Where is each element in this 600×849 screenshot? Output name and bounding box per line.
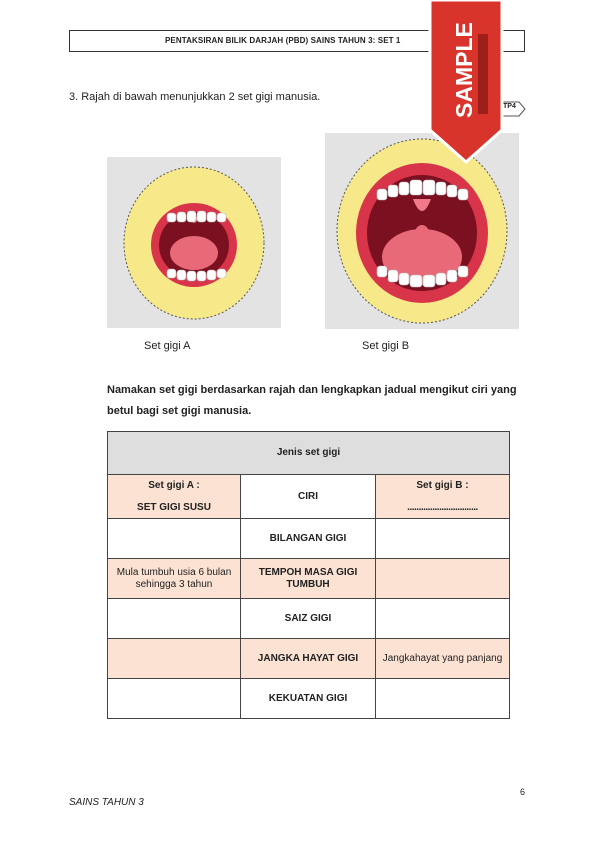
row-5-set-a[interactable]	[108, 679, 241, 719]
col-header-set-b	[376, 475, 510, 519]
footer-subject: SAINS TAHUN 3	[69, 797, 144, 808]
question-text: 3. Rajah di bawah menunjukkan 2 set gigi manusia.	[69, 91, 321, 103]
row-1-set-a[interactable]	[108, 519, 241, 559]
row-3-ciri: SAIZ GIGI	[241, 599, 376, 639]
col-header-ciri: CIRI	[241, 475, 376, 519]
col-header-set-a	[108, 475, 241, 519]
col-b-answer-blank: ...............................	[407, 501, 478, 513]
row-1-ciri: BILANGAN GIGI	[241, 519, 376, 559]
row-2-set-b[interactable]	[376, 559, 510, 599]
col-b-label: Set gigi B :	[416, 479, 469, 491]
row-1-set-b[interactable]	[376, 519, 510, 559]
row-4-ciri: JANGKA HAYAT GIGI	[241, 639, 376, 679]
caption-set-b: Set gigi B	[362, 340, 410, 352]
row-4-set-a[interactable]	[108, 639, 241, 679]
row-5-set-b[interactable]	[376, 679, 510, 719]
table-title: Jenis set gigi	[108, 432, 510, 475]
watermark-text: SAMPLE	[451, 22, 477, 118]
row-4-set-b[interactable]: Jangkahayat yang panjang	[376, 639, 510, 679]
header-title: PENTAKSIRAN BILIK DARJAH (PBD) SAINS TAHUN 3: SET 1	[165, 36, 401, 45]
teeth-table	[107, 431, 510, 719]
row-5-ciri: KEKUATAN GIGI	[241, 679, 376, 719]
instruction-text: Namakan set gigi berdasarkan rajah dan lengkapkan jadual mengikut ciri yang betul bagi set gigi manusia.	[107, 384, 517, 417]
col-a-answer: SET GIGI SUSU	[137, 501, 211, 513]
row-2-set-a[interactable]: Mula tumbuh usia 6 bulan sehingga 3 tahun	[108, 559, 241, 599]
row-3-set-a[interactable]	[108, 599, 241, 639]
mouth-image-a	[107, 157, 281, 328]
page-number: 6	[520, 787, 526, 797]
caption-set-a: Set gigi A	[144, 340, 191, 352]
tp-tag-label: TP4	[503, 103, 516, 110]
row-3-set-b[interactable]	[376, 599, 510, 639]
row-2-ciri: TEMPOH MASA GIGI TUMBUH	[241, 559, 376, 599]
sample-watermark	[428, 0, 504, 165]
col-a-label: Set gigi A :	[148, 479, 200, 491]
